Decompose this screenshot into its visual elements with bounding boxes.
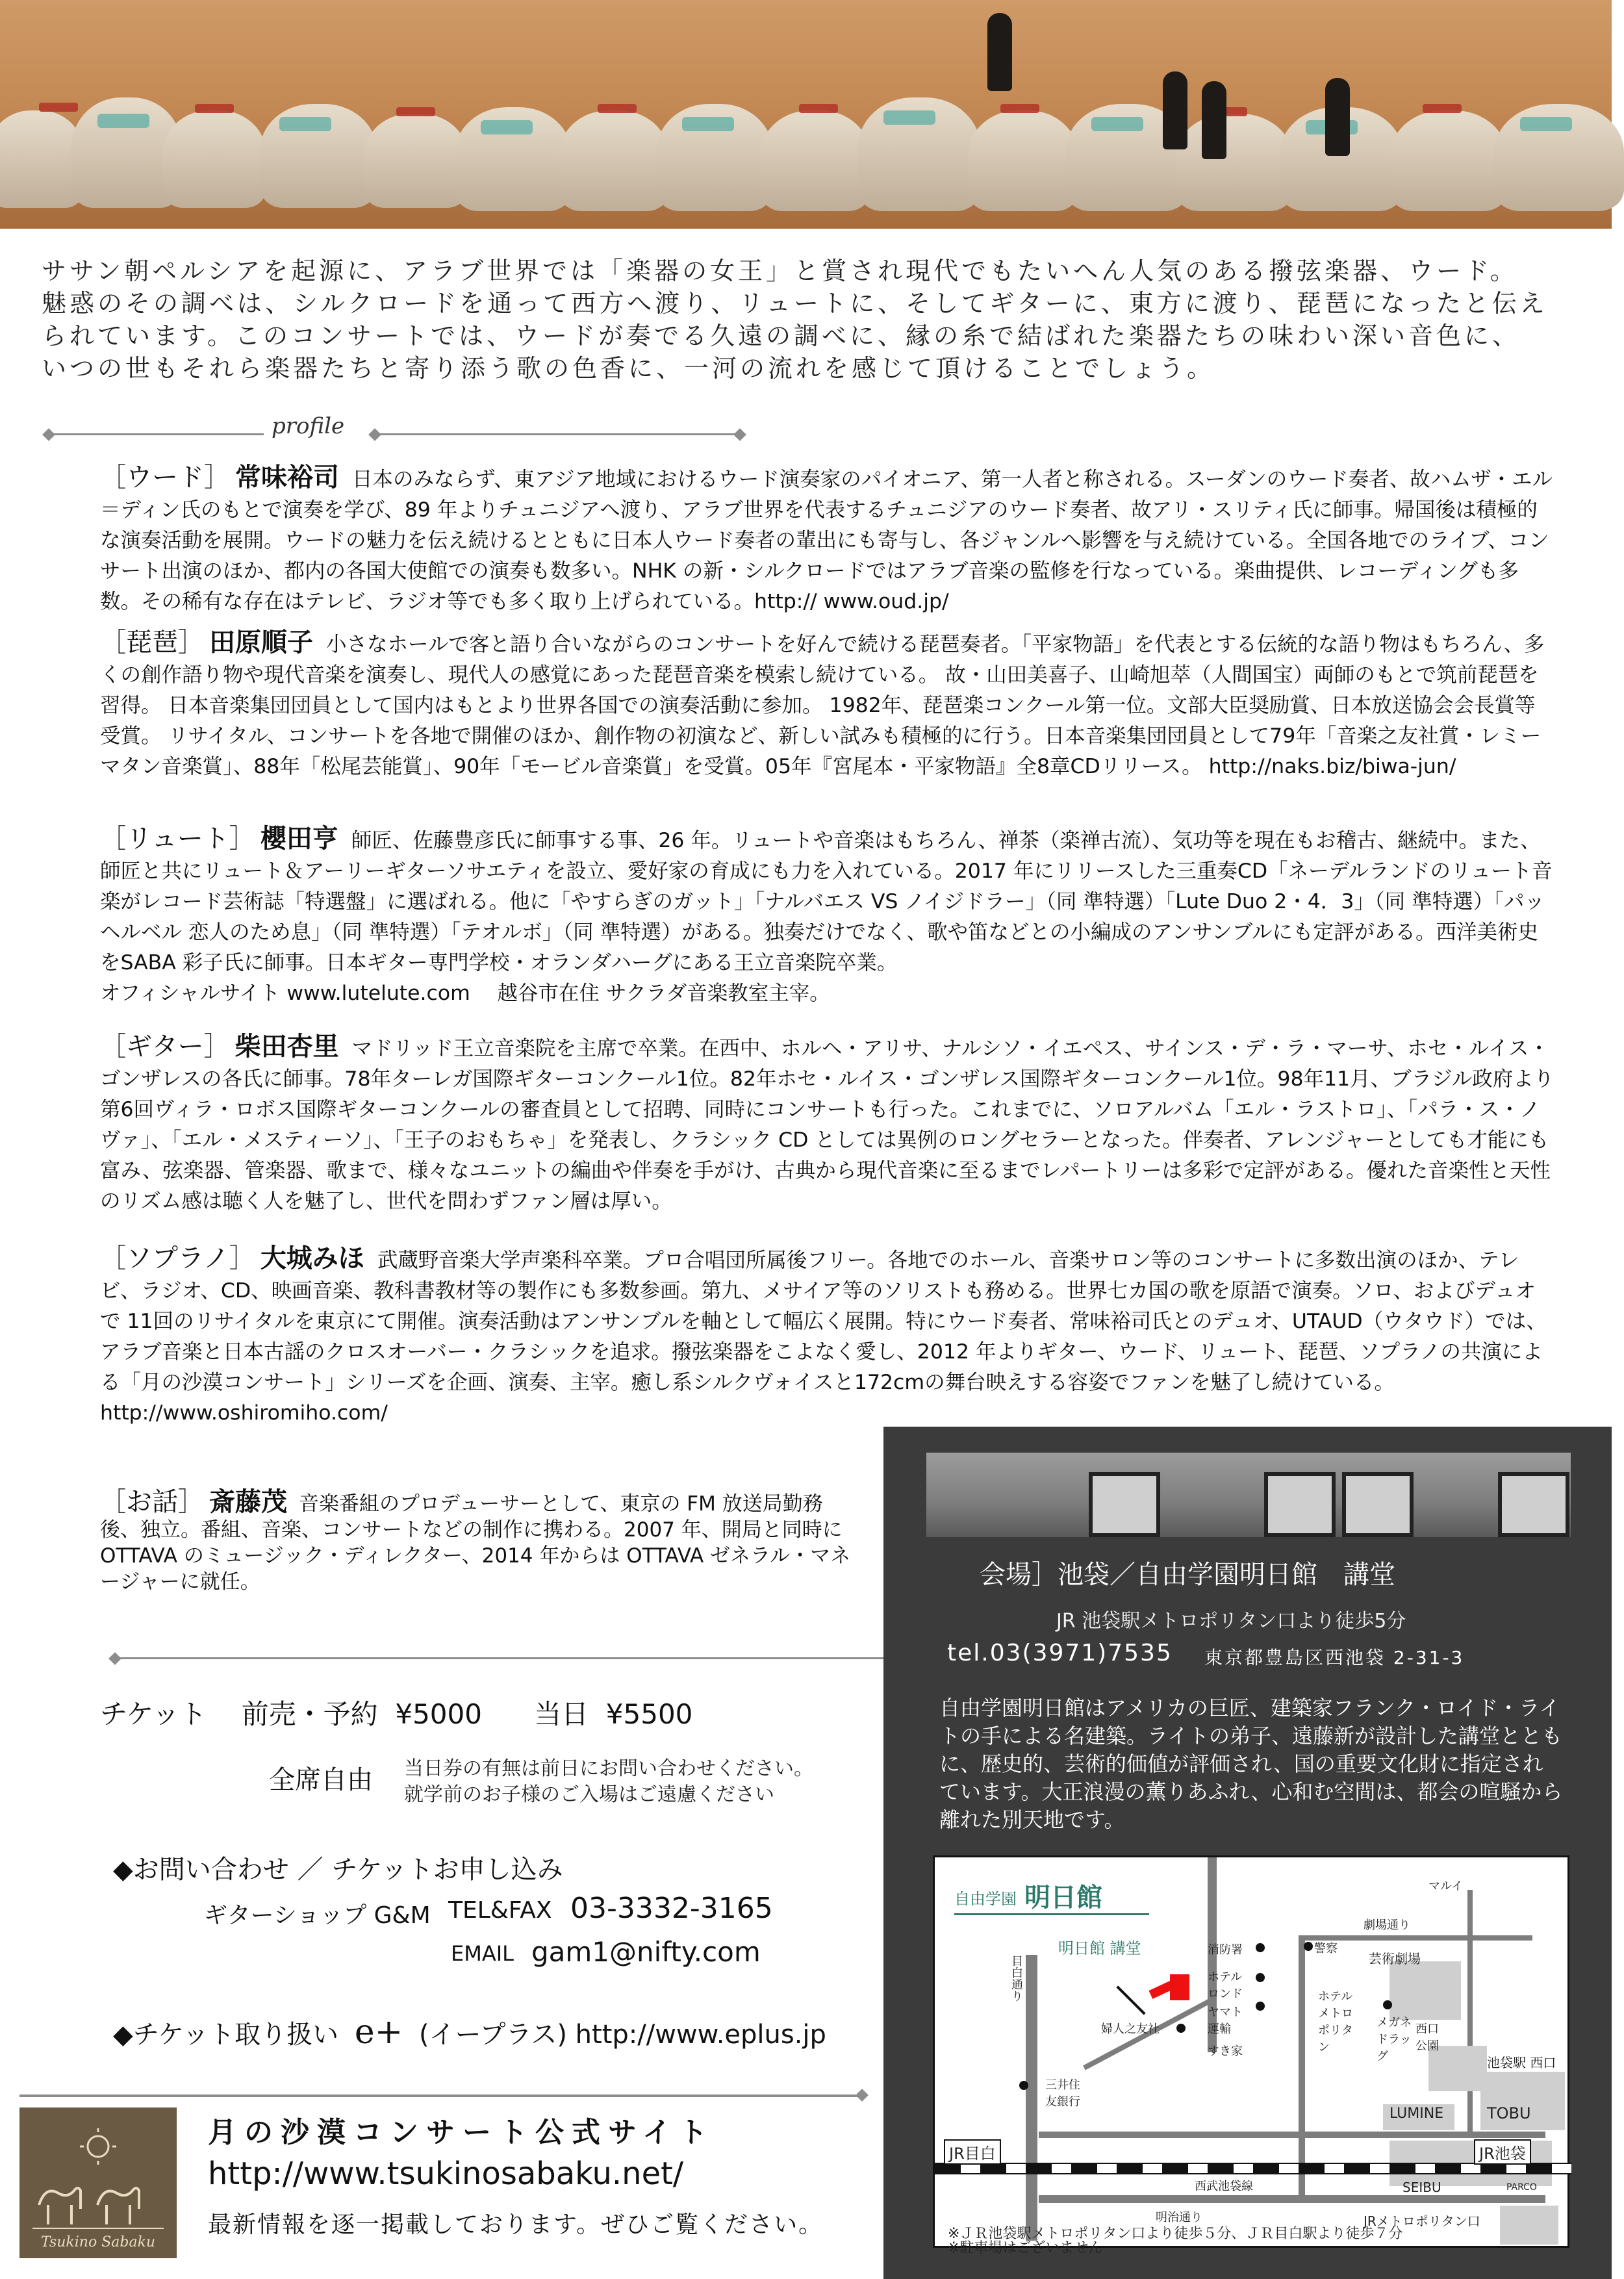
map-label: ホテルロンド bbox=[1208, 1970, 1243, 2001]
map-label: JR池袋 bbox=[1474, 2139, 1531, 2165]
intro-line: られています。このコンサートでは、ウードが奏でる久遠の調べに、縁の糸で結ばれた楽器たちの味わい深い音色に、 bbox=[42, 322, 1520, 350]
map-label: 劇場通り bbox=[1364, 1918, 1410, 1932]
map-note: ※ＪＲ池袋駅メトロポリタン口より徒歩５分、ＪＲ目白駅より徒歩７分 bbox=[948, 2226, 1403, 2242]
performer-category: ［ソプラノ］ bbox=[100, 1243, 255, 1273]
map-dot bbox=[1176, 2024, 1186, 2033]
road bbox=[1467, 1890, 1473, 2137]
performer-name: 大城みほ bbox=[260, 1243, 364, 1273]
seating-note bbox=[404, 1756, 813, 1808]
road bbox=[1026, 1955, 1037, 2241]
hero-photo-camels bbox=[0, 0, 1612, 229]
divider-diamond bbox=[368, 428, 381, 441]
map-label: ヤマト運輸 bbox=[1208, 2005, 1243, 2036]
performer-name: 田原順子 bbox=[209, 628, 313, 657]
map-block bbox=[1500, 2206, 1558, 2245]
road bbox=[1299, 1935, 1305, 2195]
site-note: 最新情報を逐一掲載しております。ぜひご覧ください。 bbox=[208, 2211, 824, 2238]
map-label: ホテルメトロポリタン bbox=[1318, 1990, 1353, 2054]
seating-note-line: 当日券の有無は前日にお問い合わせください。 bbox=[404, 1757, 813, 1780]
road bbox=[1039, 2195, 1545, 2203]
performer-category: ［リュート］ bbox=[100, 824, 255, 854]
map-label: JR目白 bbox=[944, 2139, 1001, 2165]
seating-label: 全席自由 bbox=[269, 1765, 373, 1795]
performer-lute bbox=[100, 824, 1555, 1009]
performer-name: 常味裕司 bbox=[235, 463, 339, 492]
performer-name: 柴田杏里 bbox=[235, 1032, 339, 1062]
performer-bio: 武蔵野音楽大学声楽科卒業。プロ合唱団所属後フリー。各地でのホール、音楽サロン等のコンサートに多数出演のほか、テレビ、ラジオ、CD、映画音楽、教科書教材等の製作にも多数参画。第九、メサイア等のソリストも務める。世界七カ国の歌を原語で演奏。ソロ、およびデュオで 11回のリサイタルを東京にて開催。演奏活動はアンサンブルを軸として幅広く展開。特にウード奏者、常味裕司氏とのデュオ、UTAUD（ウタウド）では、アラブ音楽と日本古謡のクロスオーバー・クラシックを追求。撥弦楽器をこよなく愛し、2012 年よりギター、ウード、リュート、琵琶、ソプラノの共演による「月の沙漠コンサート」シリーズを企画、演奏、主宰。癒し系シルクヴォイスと172cmの舞台映えする容姿でファンを魅了し続けている。http://www.oshiromiho.com/ bbox=[100, 1249, 1547, 1425]
map-label: 池袋駅 西口 bbox=[1487, 2055, 1556, 2070]
map-label: マルイ bbox=[1428, 1879, 1464, 1893]
tel-label: TEL&FAX bbox=[448, 1897, 552, 1924]
map-label: メガネドラッグ bbox=[1377, 2016, 1412, 2063]
map-label: 警察 bbox=[1314, 1942, 1338, 1955]
performer-extra: オフィシャルサイト www.lutelute.com 越谷市在住 サクラダ音楽教室主宰。 bbox=[100, 982, 830, 1005]
talk-bio: 音楽番組のプロデューサーとして、東京の FM 放送局勤務後、独立。番組、音楽、コンサートなどの制作に携わる。2007 年、開局と同時に OTTAVA のミュージック・ディレクター、2014 年からは OTTAVA ゼネラル・マネージャーに就任。 bbox=[100, 1492, 851, 1594]
ticket-prices bbox=[100, 1693, 692, 1732]
map-label: 芸術劇場 bbox=[1369, 1951, 1421, 1967]
venue-address: 東京都豊島区西池袋 2-31-3 bbox=[1204, 1647, 1465, 1668]
venue-description: 自由学園明日館はアメリカの巨匠、建築家フランク・ロイド・ライトの手による名建築。ライトの弟子、遠藤新が設計した講堂とともに、歴史的、芸術的価値が評価され、国の重要文化財に指定されています。大正浪漫の薫りあふれ、心和む空間は、都会の喧騒から離れた別天地です。 bbox=[939, 1696, 1563, 1832]
map-hall-label: 明日館 講堂 bbox=[1058, 1939, 1141, 1957]
site-logo bbox=[19, 2107, 177, 2258]
map-label: すき家 bbox=[1208, 2044, 1243, 2058]
profile-heading: profile bbox=[272, 413, 345, 439]
divider-diamond bbox=[733, 428, 746, 441]
ticket-advance-label: 前売・予約 bbox=[241, 1698, 378, 1730]
map-label: 婦人之友社 bbox=[1101, 2022, 1160, 2036]
seating-note-line: 就学前のお子様のご入場はご遠慮ください bbox=[404, 1783, 774, 1806]
venue-photo bbox=[926, 1453, 1571, 1537]
talk-name: 斎藤茂 bbox=[209, 1487, 287, 1517]
intro-line: いつの世もそれら楽器たちと寄り添う歌の色香に、一河の流れを感じて頂けることでしょう。 bbox=[42, 354, 1215, 383]
map-label: 西武池袋線 bbox=[1195, 2180, 1253, 2193]
performer-bio: 師匠、佐藤豊彦氏に師事する事、26 年。リュートや音楽はもちろん、禅茶（楽禅古流）、気功等を現在もお稽古、継続中。また、師匠と共にリュート＆アーリーギターソサエティを設立、愛好家の育成にも力を入れている。2017 年にリリースした三重奏CD「ネーデルランドのリュート音楽がレコード芸術誌「特選盤」に選ばれる。他に「やすらぎのガット」「ナルバエス VS ノイジドラー」（同 準特選）「Lute Duo 2・4．3」（同 準特選）「パッヘルベル 恋人のため息」（同 準特選）「テオルボ」（同 準特選）がある。独奏だけでなく、歌や笛などとの小編成のアンサンブルにも定評がある。西洋美術史をSABA 彩子氏に師事。日本ギター専門学校・オランダハーグにある王立音楽院卒業。 bbox=[100, 829, 1553, 974]
map-label: JRメトロポリタン口 bbox=[1364, 2213, 1480, 2229]
divider-line bbox=[19, 2094, 864, 2097]
talk-presenter bbox=[100, 1489, 854, 1595]
map-dot bbox=[1019, 2081, 1028, 2090]
map-header-small: 自由学園 bbox=[954, 1890, 1017, 1908]
performer-category: ［ギター］ bbox=[100, 1032, 230, 1062]
eplus-logo: e+ bbox=[354, 2013, 403, 2052]
map-label: 西口公園 bbox=[1415, 2022, 1439, 2053]
performer-soprano bbox=[100, 1243, 1555, 1429]
map-label: 明治通り bbox=[1156, 2211, 1202, 2224]
map-note: ※駐車場はございません bbox=[948, 2240, 1103, 2256]
ticket-advance-price: ¥5000 bbox=[395, 1698, 482, 1730]
site-title: 月の沙漠コンサート公式サイト bbox=[208, 2116, 715, 2149]
map-dot bbox=[1256, 1943, 1265, 1952]
email-label: EMAIL bbox=[451, 1941, 514, 1966]
map-header-big: 明日館 bbox=[1024, 1883, 1102, 1913]
map-dot bbox=[1383, 2000, 1392, 2009]
performer-bio: 小さなホールで客と語り合いながらのコンサートを好んで続ける琵琶奏者。「平家物語」を代表とする伝統的な語り物はもちろん、多くの創作語り物や現代音楽を演奏し、現代人の感覚にあった琵琶音楽を模索し続けている。 故・山田美喜子、山崎旭萃（人間国宝）両師のもとで筑前琵琶を習得。 日本音楽集団団員として国内はもとより世界各国での演奏活動に参加。 1982年、琵琶楽コンクール第一位。文部大臣奨励賞、日本放送協会会長賞等受賞。 リサイタル、コンサートを各地で開催のほか、創作物の初演など、新しい試みも積極的に行う。日本音楽集団団員として79年「音楽之友社賞・レミーマタン音楽賞」、88年「松尾芸能賞」、90年「モービル音楽賞」を受賞。05年『宮尾本・平家物語』全8章CDリリース。 http://naks.biz/biwa-jun/ bbox=[100, 633, 1545, 778]
tel-number: 03-3332-3165 bbox=[570, 1892, 773, 1925]
map-label: LUMINE bbox=[1389, 2106, 1444, 2122]
performer-oud bbox=[100, 463, 1555, 617]
venue-tel: tel.03(3971)7535 bbox=[947, 1640, 1173, 1666]
divider-diamond bbox=[856, 2089, 869, 2102]
email-address: gam1@nifty.com bbox=[531, 1936, 761, 1968]
shop-name: ギターショップ G&M bbox=[204, 1902, 431, 1929]
arrow-icon bbox=[1116, 1985, 1145, 2015]
divider-line bbox=[370, 433, 741, 435]
intro-line: 魅惑のその調べは、シルクロードを通って西方へ渡り、リュートに、そしてギターに、東方に渡り、琵琶になったと伝え bbox=[42, 289, 1548, 318]
map-dot bbox=[1256, 2002, 1265, 2011]
performer-name: 櫻田亨 bbox=[260, 824, 338, 854]
intro-text bbox=[42, 255, 1575, 385]
divider-line bbox=[49, 433, 264, 435]
map-header-rule bbox=[954, 1913, 1149, 1915]
performer-guitar bbox=[100, 1032, 1555, 1217]
map-label: 目白通り bbox=[1009, 1955, 1023, 2002]
divider-line bbox=[116, 1657, 883, 1659]
map-block bbox=[1389, 1961, 1461, 2020]
venue-title: 会場］池袋／自由学園明日館 講堂 bbox=[980, 1560, 1395, 1590]
performer-bio: 日本のみならず、東アジア地域におけるウード演奏家のパイオニア、第一人者と称される。スーダンのウード奏者、故ハムザ・エル＝ディン氏のもとで演奏を学び、89 年よりチュニジアへ渡り、アラブ世界を代表するチュニジアのウード奏者、故アリ・スリティ氏に師事。帰国後は積極的な演奏活動を展開。ウードの魅力を伝え続けるとともに日本人ウード奏者の輩出にも寄与し、各ジャンルへ影響を与え続けている。全国各地でのライブ、コンサート出演のほか、都内の各国大使館での演奏も数多い。NHK の新・シルクロードではアラブ音楽の監修を行なっている。楽曲提供、レコーディングも多数。その稀有な存在はテレビ、ラジオ等でも多く取り上げられている。http:// www.oud.jp/ bbox=[100, 468, 1553, 613]
ticket-door-price: ¥5500 bbox=[605, 1698, 693, 1730]
performer-bio: マドリッド王立音楽院を主席で卒業。在西中、ホルヘ・アリサ、ナルシソ・イエペス、サインス・デ・ラ・マーサ、ホセ・ルイス・ゴンザレスの各氏に師事。78年ターレガ国際ギターコンクール1位。82年ホセ・ルイス・ゴンザレス国際ギターコンクール1位。98年11月、ブラジル政府より第6回ヴィラ・ロボス国際ギターコンクールの審査員として招聘、同時にコンサートも行った。これまでに、ソロアルバム「エル・ラストロ」、「パラ・ス・ノヴァ」、「エル・メスティーソ」、「王子のおもちゃ」を発表し、クラシック CD としては異例のロングセラーとなった。伴奏者、アレンジャーとしても才能にも富み、弦楽器、管楽器、歌まで、様々なユニットの編曲や伴奏を手がけ、古典から現代音楽に至るまでレパートリーは多彩で定評がある。優れた音楽性と天性のリズム感は聴く人を魅了し、世代を問わずファン層は厚い。 bbox=[100, 1037, 1554, 1213]
venue-access: JR 池袋駅メトロポリタン口より徒歩5分 bbox=[1056, 1610, 1406, 1633]
intro-line: ササン朝ペルシアを起源に、アラブ世界では「楽器の女王」と賞され現代でもたいへん人気のある撥弦楽器、ウード。 bbox=[42, 257, 1518, 285]
ticket-label: チケット bbox=[100, 1698, 207, 1730]
map-label: 三井住友銀行 bbox=[1045, 2078, 1080, 2109]
map-label: TOBU bbox=[1487, 2104, 1531, 2122]
performer-category: ［琵琶］ bbox=[100, 628, 204, 657]
site-url-link[interactable]: http://www.tsukinosabaku.net/ bbox=[208, 2156, 684, 2192]
map-label: 消防署 bbox=[1208, 1943, 1243, 1957]
handling-text: (イープラス) http://www.eplus.jp bbox=[418, 2020, 826, 2050]
handling-label: ◆チケット取り扱い bbox=[113, 2020, 339, 2050]
ticket-handling bbox=[113, 2013, 826, 2052]
venue-map bbox=[933, 1855, 1569, 2256]
map-label: PARCO bbox=[1506, 2182, 1537, 2193]
contact-title: ◆お問い合わせ ／ チケットお申し込み bbox=[113, 1855, 563, 1885]
performer-biwa bbox=[100, 628, 1555, 782]
logo-text: Tsukino Sabaku bbox=[40, 2234, 156, 2250]
performer-category: ［ウード］ bbox=[100, 463, 230, 492]
talk-category: ［お話］ bbox=[100, 1487, 204, 1517]
ticket-door-label: 当日 bbox=[534, 1698, 589, 1730]
map-dot bbox=[1256, 1973, 1265, 1982]
map-dot bbox=[1304, 1942, 1313, 1951]
map-label: SEIBU bbox=[1402, 2180, 1441, 2195]
